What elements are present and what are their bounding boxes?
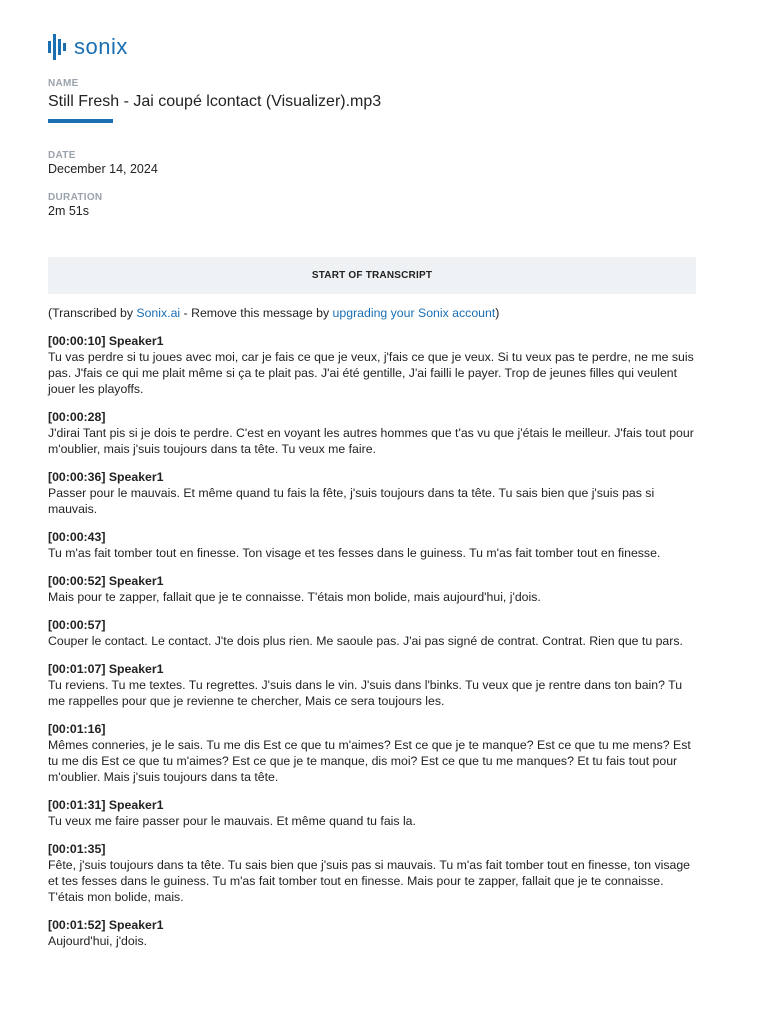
segment-header: [00:00:57] xyxy=(48,618,106,632)
notice-prefix: (Transcribed by xyxy=(48,306,137,320)
segment-text: J'dirai Tant pis si je dois te perdre. C'est en voyant les autres hommes que t'as vu que j'étais le meilleur. J'fais tout pour m'oublier, mais j'suis toujours dans ta tête. Tu veux me faire. xyxy=(48,426,694,456)
transcript-segment xyxy=(48,469,696,517)
file-name: Still Fresh - Jai coupé lcontact (Visualizer).mp3 xyxy=(48,93,382,110)
segment-text: Passer pour le mauvais. Et même quand tu fais la fête, j'suis toujours dans ta tête. Tu sais bien que j'suis pas si mauvais. xyxy=(48,486,655,516)
transcript-segment xyxy=(48,333,696,397)
segment-header: [00:00:36] Speaker1 xyxy=(48,470,164,484)
segment-text: Aujourd'hui, j'dois. xyxy=(48,934,148,948)
transcript-segment xyxy=(48,617,696,649)
transcript-segment xyxy=(48,797,696,829)
segment-header: [00:00:52] Speaker1 xyxy=(48,574,164,588)
name-label: NAME xyxy=(48,78,79,89)
segment-header: [00:01:52] Speaker1 xyxy=(48,918,164,932)
segment-header: [00:01:35] xyxy=(48,842,106,856)
segment-header: [00:00:10] Speaker1 xyxy=(48,334,164,348)
sonix-logo xyxy=(48,33,128,61)
segment-header: [00:00:43] xyxy=(48,530,106,544)
transcript-segment xyxy=(48,573,696,605)
transcript-segment xyxy=(48,841,696,905)
segment-header: [00:00:28] xyxy=(48,410,106,424)
date-label: DATE xyxy=(48,150,76,161)
segment-text: Tu m'as fait tomber tout en finesse. Ton visage et tes fesses dans le guiness. Tu m'as fait tomber tout en finesse. xyxy=(48,546,661,560)
duration-value: 2m 51s xyxy=(48,204,89,218)
segment-header: [00:01:31] Speaker1 xyxy=(48,798,164,812)
transcript-segment xyxy=(48,529,696,561)
segment-text: Couper le contact. Le contact. J'te dois plus rien. Me saoule pas. J'ai pas signé de contrat. Contrat. Rien que tu pars. xyxy=(48,634,683,648)
transcript-segment xyxy=(48,409,696,457)
transcript-body xyxy=(48,305,696,961)
date-value: December 14, 2024 xyxy=(48,162,158,176)
transcript-segment xyxy=(48,661,696,709)
upgrade-account-link[interactable]: upgrading your Sonix account xyxy=(332,306,496,320)
transcript-segment xyxy=(48,917,696,949)
segment-text: Fête, j'suis toujours dans ta tête. Tu sais bien que j'suis pas si mauvais. Tu m'as fait tomber tout en finesse, ton visage et tes fesses dans le guiness. Tu m'as fait tomber tout en finesse. Mais pour te zapper, fallait que je te connaisse. T'étais mon bolide, mais. xyxy=(48,858,691,904)
segment-header: [00:01:07] Speaker1 xyxy=(48,662,164,676)
segment-text: Tu veux me faire passer pour le mauvais. Et même quand tu fais la. xyxy=(48,814,416,828)
segment-text: Mêmes conneries, je le sais. Tu me dis Est ce que tu m'aimes? Est ce que je te manque? Est ce que tu me mens? Est tu me dis Est ce que tu m'aimes? Est ce que je te manque, dis moi? Est ce que tu me manques? Et tu fais tout pour m'oublier. Mais j'suis toujours dans ta tête. xyxy=(48,738,691,784)
start-of-transcript-banner: START OF TRANSCRIPT xyxy=(48,257,696,294)
notice-middle: - Remove this message by xyxy=(180,306,333,320)
notice-suffix: ) xyxy=(495,306,500,320)
segment-text: Tu reviens. Tu me textes. Tu regrettes. J'suis dans le vin. J'suis dans l'binks. Tu veux que je rentre dans ton bain? Tu me rappelles pour que je revienne te chercher, Mais ce sera toujours les. xyxy=(48,678,683,708)
segment-text: Mais pour te zapper, fallait que je te connaisse. T'étais mon bolide, mais aujourd'hui, j'dois. xyxy=(48,590,541,604)
transcript-segment xyxy=(48,721,696,785)
segment-text: Tu vas perdre si tu joues avec moi, car je fais ce que je veux, j'fais ce que je veux. Si tu veux pas te perdre, ne me suis pas. J'fais ce qui me plait même si ça te plait pas. J'ai été gentille, J'ai failli le payer. Trop de jeunes filles qui veulent jouer les playoffs. xyxy=(48,350,694,396)
duration-label: DURATION xyxy=(48,192,103,203)
sonix-ai-link[interactable]: Sonix.ai xyxy=(136,306,181,320)
sonix-waveform-icon xyxy=(48,34,66,60)
segment-header: [00:01:16] xyxy=(48,722,106,736)
transcription-notice xyxy=(48,305,696,321)
title-underline xyxy=(48,119,113,123)
brand-name: sonix xyxy=(74,34,128,59)
